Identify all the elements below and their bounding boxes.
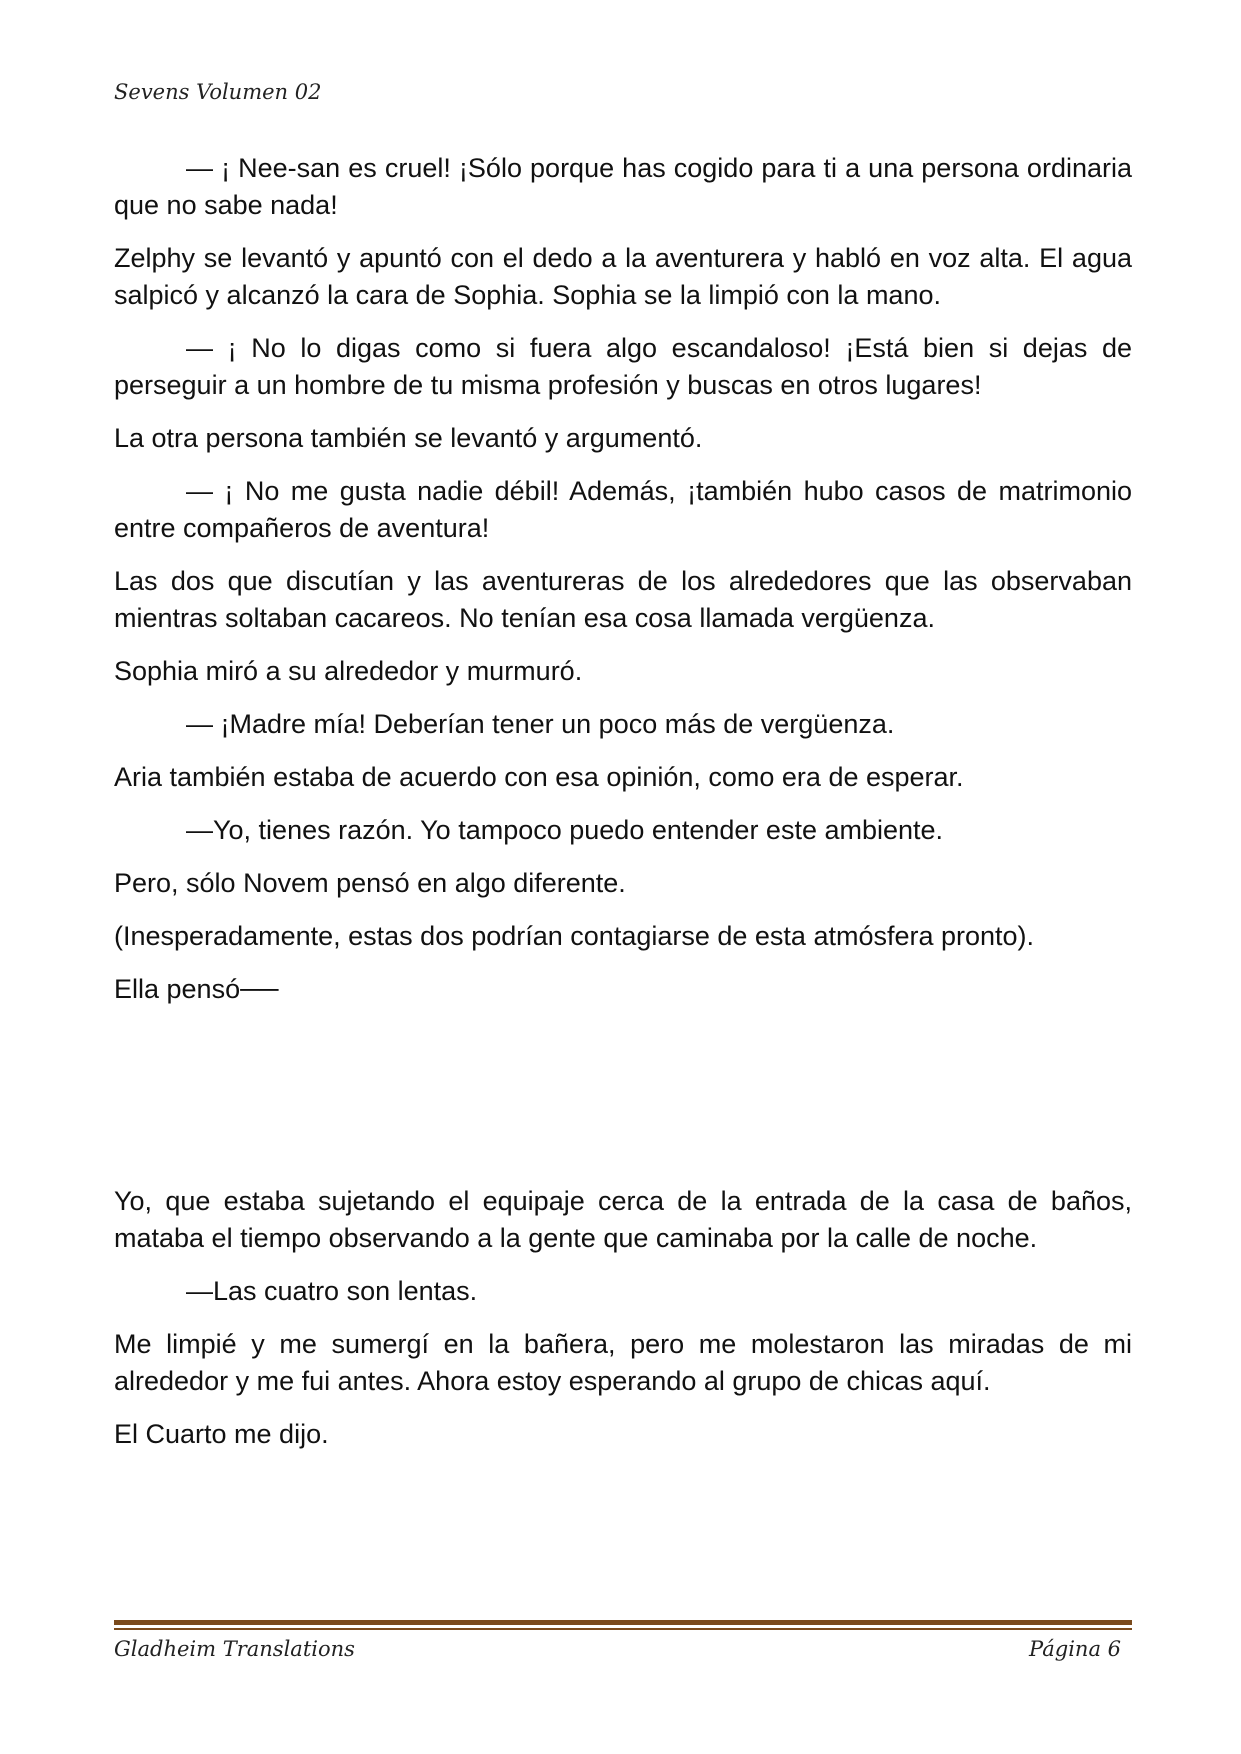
paragraph: Ella pensó──	[114, 974, 279, 1004]
paragraph: La otra persona también se levantó y argumentó.	[114, 423, 703, 453]
paragraph-dialogue: — ¡ Nee-san es cruel! ¡Sólo porque has cogido para ti a una persona ordinaria que no sabe nada!	[114, 153, 1132, 220]
paragraph: Me limpié y me sumergí en la bañera, pero me molestaron las miradas de mi alrededor y me fui antes. Ahora estoy esperando al grupo de chicas aquí.	[114, 1329, 1132, 1396]
paragraph-dialogue: — ¡Madre mía! Deberían tener un poco más de vergüenza.	[186, 709, 895, 739]
footer-credit: Gladheim Translations	[114, 1637, 355, 1661]
footer-divider-thin	[114, 1628, 1132, 1630]
page-header-title: Sevens Volumen 02	[114, 80, 322, 104]
paragraph: Pero, sólo Novem pensó en algo diferente.	[114, 868, 626, 898]
paragraph: (Inesperadamente, estas dos podrían contagiarse de esta atmósfera pronto).	[114, 921, 1035, 951]
paragraph: El Cuarto me dijo.	[114, 1419, 329, 1449]
paragraph: Aria también estaba de acuerdo con esa opinión, como era de esperar.	[114, 762, 964, 792]
paragraph: Sophia miró a su alrededor y murmuró.	[114, 656, 583, 686]
paragraph: Zelphy se levantó y apuntó con el dedo a la aventurera y habló en voz alta. El agua salpicó y alcanzó la cara de Sophia. Sophia se la limpió con la mano.	[114, 243, 1132, 310]
paragraph: Las dos que discutían y las aventureras de los alrededores que las observaban mientras soltaban cacareos. No tenían esa cosa llamada vergüenza.	[114, 566, 1132, 633]
paragraph-dialogue: — ¡ No me gusta nadie débil! Además, ¡también hubo casos de matrimonio entre compañeros de aventura!	[114, 476, 1132, 543]
paragraph-dialogue: —Yo, tienes razón. Yo tampoco puedo entender este ambiente.	[186, 815, 944, 845]
paragraph-dialogue: — ¡ No lo digas como si fuera algo escandaloso! ¡Está bien si dejas de perseguir a un hombre de tu misma profesión y buscas en otros lugares!	[114, 333, 1132, 400]
page-body	[114, 150, 1132, 1469]
footer-divider-thick	[114, 1620, 1132, 1625]
paragraph-dialogue: —Las cuatro son lentas.	[186, 1276, 478, 1306]
page-number: Página 6	[1029, 1637, 1121, 1661]
paragraph: Yo, que estaba sujetando el equipaje cerca de la entrada de la casa de baños, mataba el tiempo observando a la gente que caminaba por la calle de noche.	[114, 1186, 1132, 1253]
